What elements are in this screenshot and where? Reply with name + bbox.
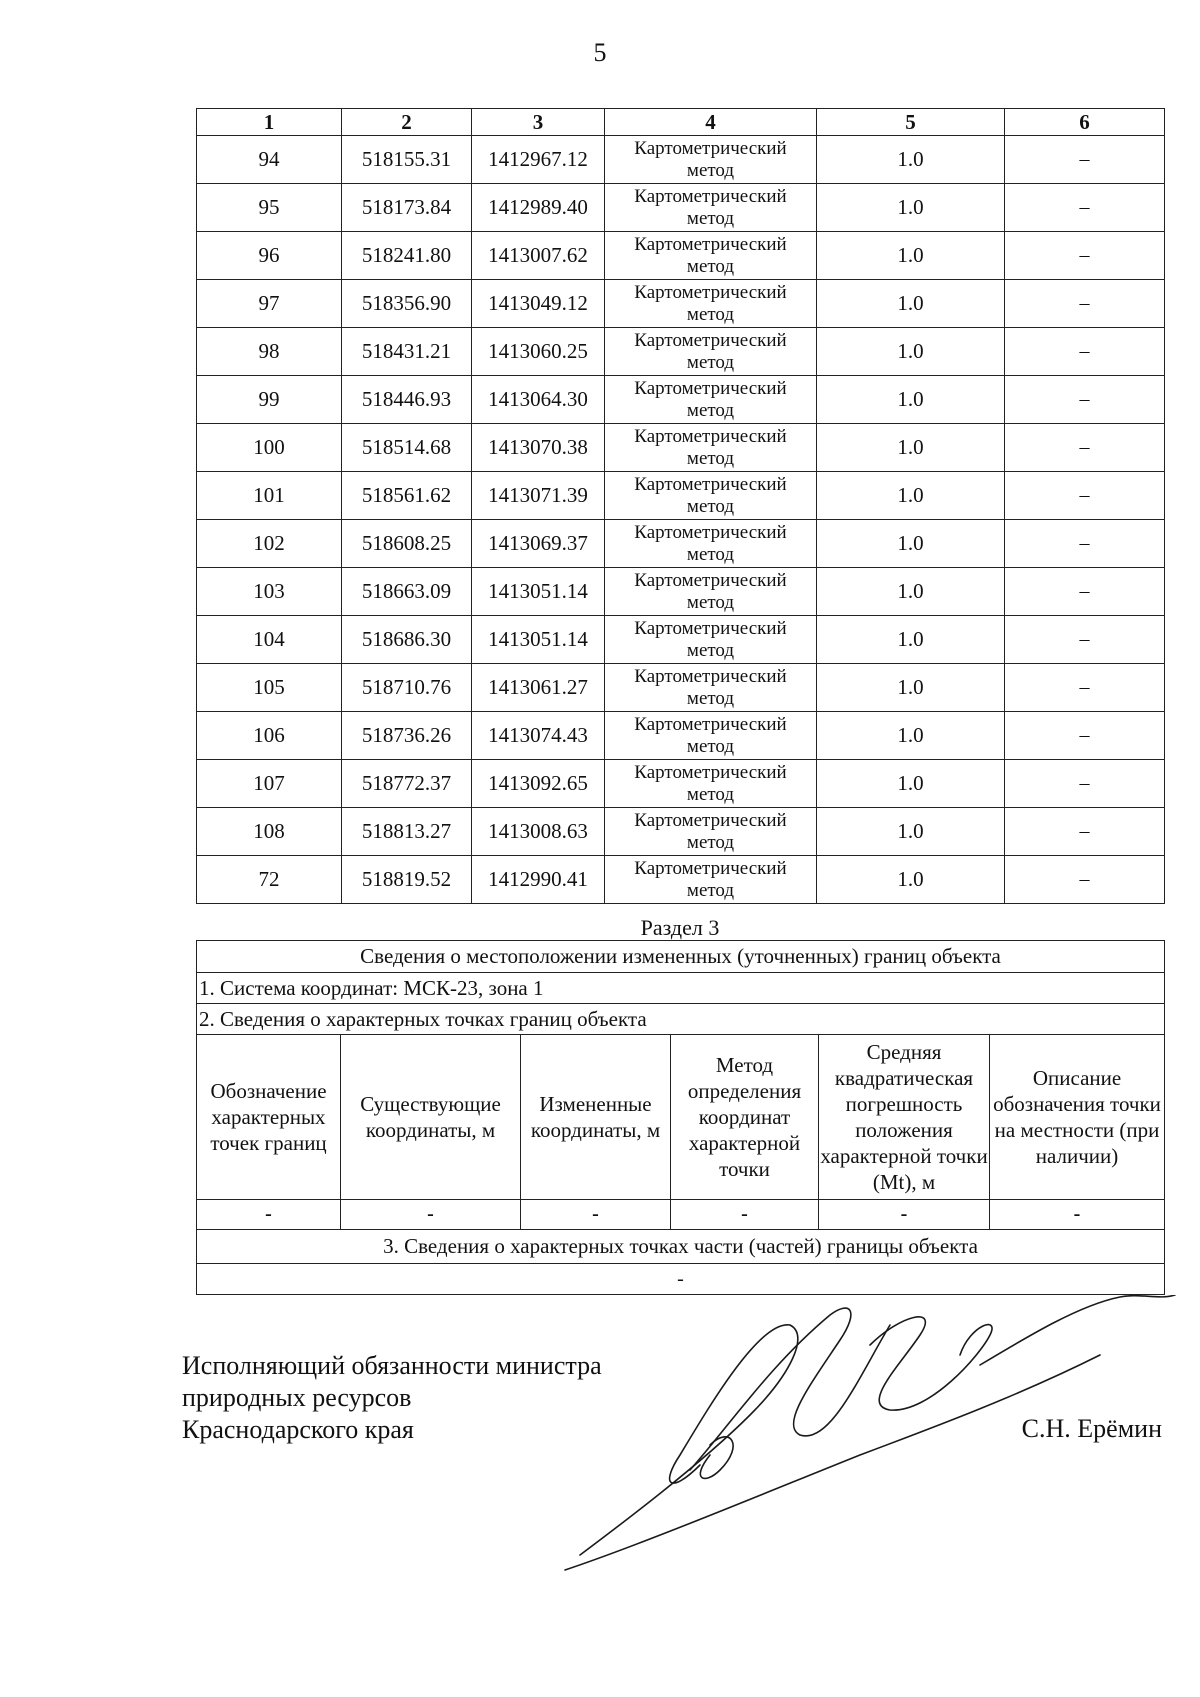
description-cell: – bbox=[1005, 568, 1165, 616]
description-cell: – bbox=[1005, 472, 1165, 520]
table-row bbox=[197, 424, 1165, 472]
position-line: природных ресурсов bbox=[182, 1383, 412, 1412]
method-line: метод bbox=[686, 592, 735, 613]
method-line: Картометрический bbox=[634, 474, 787, 495]
method-line: Картометрический bbox=[634, 138, 787, 159]
accuracy-value: 1.0 bbox=[817, 424, 1005, 472]
coordinate-y: 1413069.37 bbox=[472, 520, 605, 568]
method-line: метод bbox=[686, 400, 735, 421]
table-cell: - bbox=[341, 1200, 521, 1230]
method-line: метод bbox=[686, 304, 735, 325]
table-row bbox=[197, 616, 1165, 664]
position-line: Краснодарского края bbox=[182, 1415, 414, 1444]
coordinates-table bbox=[196, 108, 1165, 904]
description-cell: – bbox=[1005, 376, 1165, 424]
table-row bbox=[197, 328, 1165, 376]
coordinate-y: 1413060.25 bbox=[472, 328, 605, 376]
point-number: 108 bbox=[197, 808, 342, 856]
signer-name: С.Н. Ерёмин bbox=[1021, 1414, 1162, 1443]
point-number: 96 bbox=[197, 232, 342, 280]
method-line: метод bbox=[686, 208, 735, 229]
description-cell: – bbox=[1005, 328, 1165, 376]
table-row bbox=[197, 973, 1165, 1004]
coordinate-y: 1413074.43 bbox=[472, 712, 605, 760]
table-header-row bbox=[197, 109, 1165, 136]
method-line: Картометрический bbox=[634, 858, 787, 879]
coordinate-x: 518241.80 bbox=[342, 232, 472, 280]
coordinate-x: 518514.68 bbox=[342, 424, 472, 472]
method-line: Картометрический bbox=[634, 714, 787, 735]
table-row bbox=[197, 712, 1165, 760]
col-header: Измененные координаты, м bbox=[521, 1035, 671, 1200]
coordinate-y: 1413051.14 bbox=[472, 616, 605, 664]
method-cell bbox=[605, 808, 817, 856]
table-cell: - bbox=[197, 1200, 341, 1230]
coordinate-y: 1413049.12 bbox=[472, 280, 605, 328]
method-line: Картометрический bbox=[634, 762, 787, 783]
coordinate-x: 518736.26 bbox=[342, 712, 472, 760]
points-heading: 2. Сведения о характерных точках границ объекта bbox=[197, 1004, 1165, 1035]
coordinate-y: 1413051.14 bbox=[472, 568, 605, 616]
description-cell: – bbox=[1005, 760, 1165, 808]
col-header: Метод определения координат характерной точки bbox=[671, 1035, 819, 1200]
method-line: метод bbox=[686, 688, 735, 709]
table-row bbox=[197, 280, 1165, 328]
col-header: 1 bbox=[197, 109, 342, 136]
method-line: метод bbox=[686, 784, 735, 805]
coordinate-x: 518772.37 bbox=[342, 760, 472, 808]
coordinate-y: 1412989.40 bbox=[472, 184, 605, 232]
coordinate-y: 1413071.39 bbox=[472, 472, 605, 520]
method-line: Картометрический bbox=[634, 570, 787, 591]
method-cell bbox=[605, 232, 817, 280]
method-cell bbox=[605, 328, 817, 376]
coordinate-x: 518173.84 bbox=[342, 184, 472, 232]
table-cell: - bbox=[671, 1200, 819, 1230]
method-cell bbox=[605, 520, 817, 568]
method-line: метод bbox=[686, 736, 735, 757]
method-line: метод bbox=[686, 496, 735, 517]
description-cell: – bbox=[1005, 280, 1165, 328]
method-line: Картометрический bbox=[634, 234, 787, 255]
accuracy-value: 1.0 bbox=[817, 280, 1005, 328]
accuracy-value: 1.0 bbox=[817, 664, 1005, 712]
table-row bbox=[197, 376, 1165, 424]
table-row bbox=[197, 232, 1165, 280]
coordinate-x: 518356.90 bbox=[342, 280, 472, 328]
section3-heading: Сведения о местоположении измененных (уточненных) границ объекта bbox=[197, 941, 1165, 973]
point-number: 100 bbox=[197, 424, 342, 472]
coordinate-y: 1413008.63 bbox=[472, 808, 605, 856]
table-row bbox=[197, 664, 1165, 712]
accuracy-value: 1.0 bbox=[817, 328, 1005, 376]
section-title: Раздел 3 bbox=[640, 915, 720, 940]
coordinates-table-body bbox=[197, 136, 1165, 904]
method-line: Картометрический bbox=[634, 426, 787, 447]
method-line: метод bbox=[686, 640, 735, 661]
description-cell: – bbox=[1005, 664, 1165, 712]
point-number: 107 bbox=[197, 760, 342, 808]
description-cell: – bbox=[1005, 424, 1165, 472]
point-number: 106 bbox=[197, 712, 342, 760]
table-row bbox=[197, 760, 1165, 808]
table-row bbox=[197, 184, 1165, 232]
table-cell: - bbox=[197, 1264, 1165, 1295]
accuracy-value: 1.0 bbox=[817, 760, 1005, 808]
description-cell: – bbox=[1005, 712, 1165, 760]
accuracy-value: 1.0 bbox=[817, 520, 1005, 568]
col-header: 4 bbox=[605, 109, 817, 136]
point-number: 98 bbox=[197, 328, 342, 376]
method-cell bbox=[605, 616, 817, 664]
page-number: 5 bbox=[593, 38, 607, 67]
point-number: 94 bbox=[197, 136, 342, 184]
table-row bbox=[197, 808, 1165, 856]
table-row bbox=[197, 1230, 1165, 1264]
coordinate-x: 518608.25 bbox=[342, 520, 472, 568]
coordinate-y: 1413007.62 bbox=[472, 232, 605, 280]
table-row bbox=[197, 1004, 1165, 1035]
point-number: 104 bbox=[197, 616, 342, 664]
coordinate-y: 1413064.30 bbox=[472, 376, 605, 424]
method-line: Картометрический bbox=[634, 378, 787, 399]
method-line: метод bbox=[686, 160, 735, 181]
col-header: 3 bbox=[472, 109, 605, 136]
col-header: Обозначение характерных точек границ bbox=[197, 1035, 341, 1200]
table-row bbox=[197, 136, 1165, 184]
method-cell bbox=[605, 760, 817, 808]
accuracy-value: 1.0 bbox=[817, 568, 1005, 616]
point-number: 102 bbox=[197, 520, 342, 568]
col-header: Существующие координаты, м bbox=[341, 1035, 521, 1200]
coordinate-x: 518663.09 bbox=[342, 568, 472, 616]
method-cell bbox=[605, 664, 817, 712]
description-cell: – bbox=[1005, 520, 1165, 568]
col-header: 5 bbox=[817, 109, 1005, 136]
accuracy-value: 1.0 bbox=[817, 712, 1005, 760]
coordinate-system: 1. Система координат: МСК-23, зона 1 bbox=[197, 973, 1165, 1004]
coordinate-x: 518561.62 bbox=[342, 472, 472, 520]
signature-position bbox=[182, 1350, 602, 1446]
method-cell bbox=[605, 184, 817, 232]
description-cell: – bbox=[1005, 232, 1165, 280]
method-line: Картометрический bbox=[634, 282, 787, 303]
method-line: метод bbox=[686, 256, 735, 277]
method-line: Картометрический bbox=[634, 186, 787, 207]
table-cell: - bbox=[990, 1200, 1165, 1230]
col-header: Средняя квадратическая погрешность положения характерной точки (Mt), м bbox=[819, 1035, 990, 1200]
accuracy-value: 1.0 bbox=[817, 184, 1005, 232]
coordinate-x: 518710.76 bbox=[342, 664, 472, 712]
table-cell: - bbox=[819, 1200, 990, 1230]
point-number: 105 bbox=[197, 664, 342, 712]
coordinate-x: 518155.31 bbox=[342, 136, 472, 184]
accuracy-value: 1.0 bbox=[817, 616, 1005, 664]
point-number: 101 bbox=[197, 472, 342, 520]
description-cell: – bbox=[1005, 136, 1165, 184]
parts-heading: 3. Сведения о характерных точках части (частей) границы объекта bbox=[197, 1230, 1165, 1264]
table-cell: - bbox=[521, 1200, 671, 1230]
point-number: 99 bbox=[197, 376, 342, 424]
coordinate-x: 518813.27 bbox=[342, 808, 472, 856]
method-line: метод bbox=[686, 352, 735, 373]
description-cell: – bbox=[1005, 808, 1165, 856]
method-line: Картометрический bbox=[634, 330, 787, 351]
coordinate-x: 518431.21 bbox=[342, 328, 472, 376]
coordinate-y: 1413070.38 bbox=[472, 424, 605, 472]
point-number: 97 bbox=[197, 280, 342, 328]
table-row bbox=[197, 520, 1165, 568]
description-cell: – bbox=[1005, 856, 1165, 904]
method-line: метод bbox=[686, 544, 735, 565]
coordinate-x: 518446.93 bbox=[342, 376, 472, 424]
accuracy-value: 1.0 bbox=[817, 376, 1005, 424]
col-header: 2 bbox=[342, 109, 472, 136]
table-row bbox=[197, 1264, 1165, 1295]
accuracy-value: 1.0 bbox=[817, 856, 1005, 904]
accuracy-value: 1.0 bbox=[817, 136, 1005, 184]
table-header-row bbox=[197, 1035, 1165, 1200]
table-row bbox=[197, 856, 1165, 904]
accuracy-value: 1.0 bbox=[817, 232, 1005, 280]
method-cell bbox=[605, 712, 817, 760]
method-cell bbox=[605, 472, 817, 520]
coordinate-y: 1412990.41 bbox=[472, 856, 605, 904]
description-cell: – bbox=[1005, 616, 1165, 664]
position-line: Исполняющий обязанности министра bbox=[182, 1351, 602, 1380]
method-line: Картометрический bbox=[634, 810, 787, 831]
method-cell bbox=[605, 856, 817, 904]
method-line: метод bbox=[686, 880, 735, 901]
method-line: Картометрический bbox=[634, 666, 787, 687]
method-line: Картометрический bbox=[634, 618, 787, 639]
table-row bbox=[197, 1200, 1165, 1230]
method-cell bbox=[605, 568, 817, 616]
point-number: 72 bbox=[197, 856, 342, 904]
description-cell: – bbox=[1005, 184, 1165, 232]
accuracy-value: 1.0 bbox=[817, 808, 1005, 856]
col-header: 6 bbox=[1005, 109, 1165, 136]
coordinate-x: 518819.52 bbox=[342, 856, 472, 904]
col-header: Описание обозначения точки на местности (при наличии) bbox=[990, 1035, 1165, 1200]
coordinate-y: 1412967.12 bbox=[472, 136, 605, 184]
method-cell bbox=[605, 136, 817, 184]
point-number: 103 bbox=[197, 568, 342, 616]
coordinate-y: 1413061.27 bbox=[472, 664, 605, 712]
accuracy-value: 1.0 bbox=[817, 472, 1005, 520]
table-row bbox=[197, 472, 1165, 520]
method-line: метод bbox=[686, 832, 735, 853]
table-row bbox=[197, 568, 1165, 616]
section3-table bbox=[196, 940, 1165, 1295]
coordinate-y: 1413092.65 bbox=[472, 760, 605, 808]
method-cell bbox=[605, 424, 817, 472]
method-line: метод bbox=[686, 448, 735, 469]
coordinate-x: 518686.30 bbox=[342, 616, 472, 664]
method-cell bbox=[605, 376, 817, 424]
method-cell bbox=[605, 280, 817, 328]
method-line: Картометрический bbox=[634, 522, 787, 543]
point-number: 95 bbox=[197, 184, 342, 232]
table-row bbox=[197, 941, 1165, 973]
